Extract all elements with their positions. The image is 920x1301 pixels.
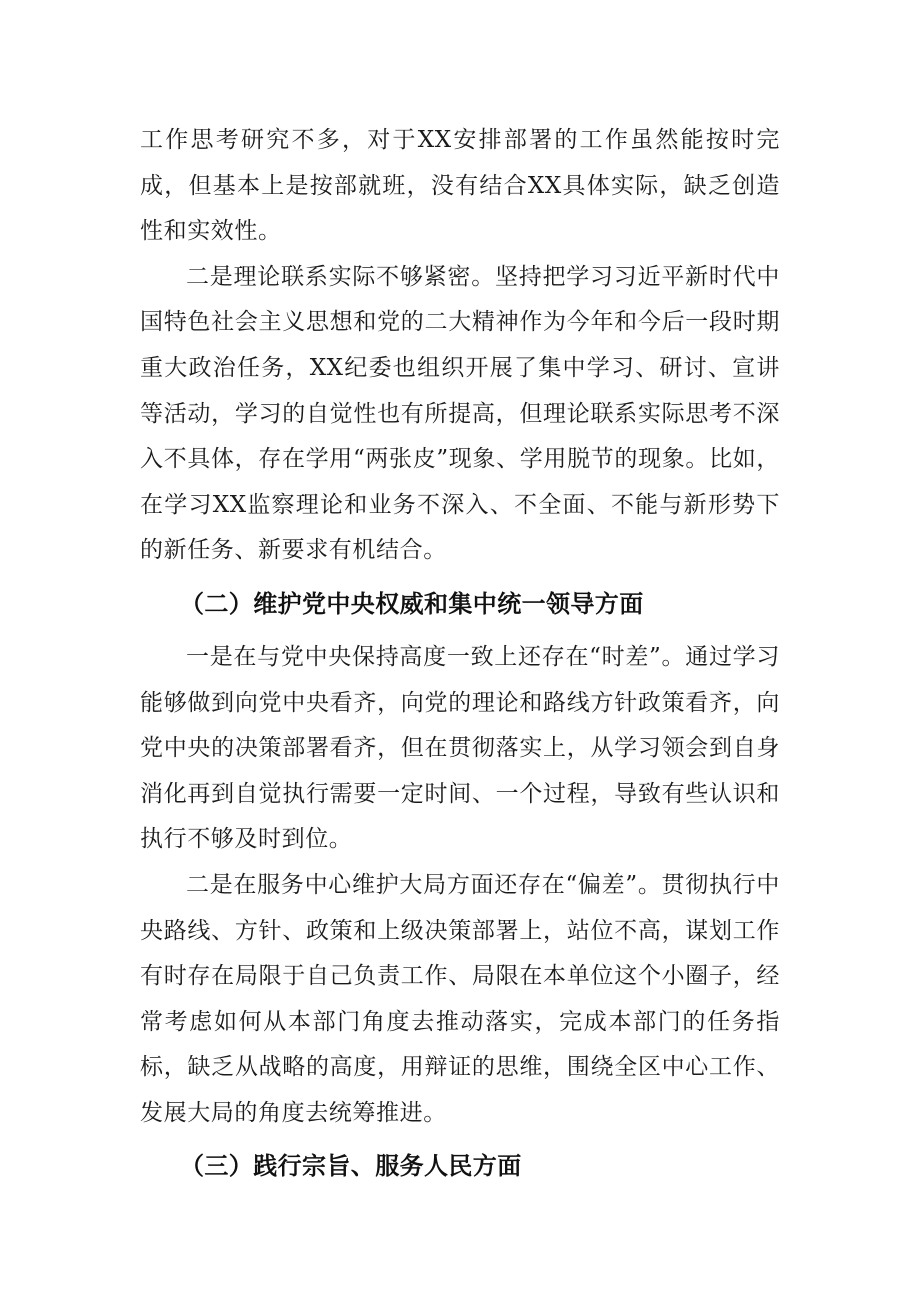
section-heading-3: （三）践行宗旨、服务人民方面 (180, 1152, 522, 1181)
paragraph-time-lag: 一是在与党中央保持高度一致上还存在“时差”。通过学习能够做到向党中央看齐，向党的理论和路线方针政策看齐，向党中央的决策部署看齐，但在贯彻落实上，从学习领会到自身消化再到自觉执行需要一定时间、一个过程，导致有些认识和执行不够及时到位。 (140, 643, 780, 853)
paragraph-deviation: 二是在服务中心维护大局方面还存在“偏差”。贯彻执行中央路线、方针、政策和上级决策部署上，站位不高，谋划工作有时存在局限于自己负责工作、局限在本单位这个小圈子，经常考虑如何从本部门角度去推动落实，完成本部门的任务指标，缺乏从战略的高度，用辩证的思维，围绕全区中心工作、发展大局的角度去统筹推进。 (140, 871, 780, 1126)
section-heading-2: （二）维护党中央权威和集中统一领导方面 (180, 589, 644, 618)
paragraph-continuation: 工作思考研究不多，对于XX安排部署的工作虽然能按时完成，但基本上是按部就班，没有结合XX具体实际，缺乏创造性和实效性。 (140, 127, 780, 245)
paragraph-theory-practice: 二是理论联系实际不够紧密。坚持把学习习近平新时代中国特色社会主义思想和党的二大精神作为今年和今后一段时期重大政治任务，XX纪委也组织开展了集中学习、研讨、宣讲等活动，学习的自觉性也有所提高，但理论联系实际思考不深入不具体，存在学用“两张皮”现象、学用脱节的现象。比如，在学习XX监察理论和业务不深入、不全面、不能与新形势下的新任务、新要求有机结合。 (140, 263, 780, 564)
document-body (140, 118, 780, 1196)
